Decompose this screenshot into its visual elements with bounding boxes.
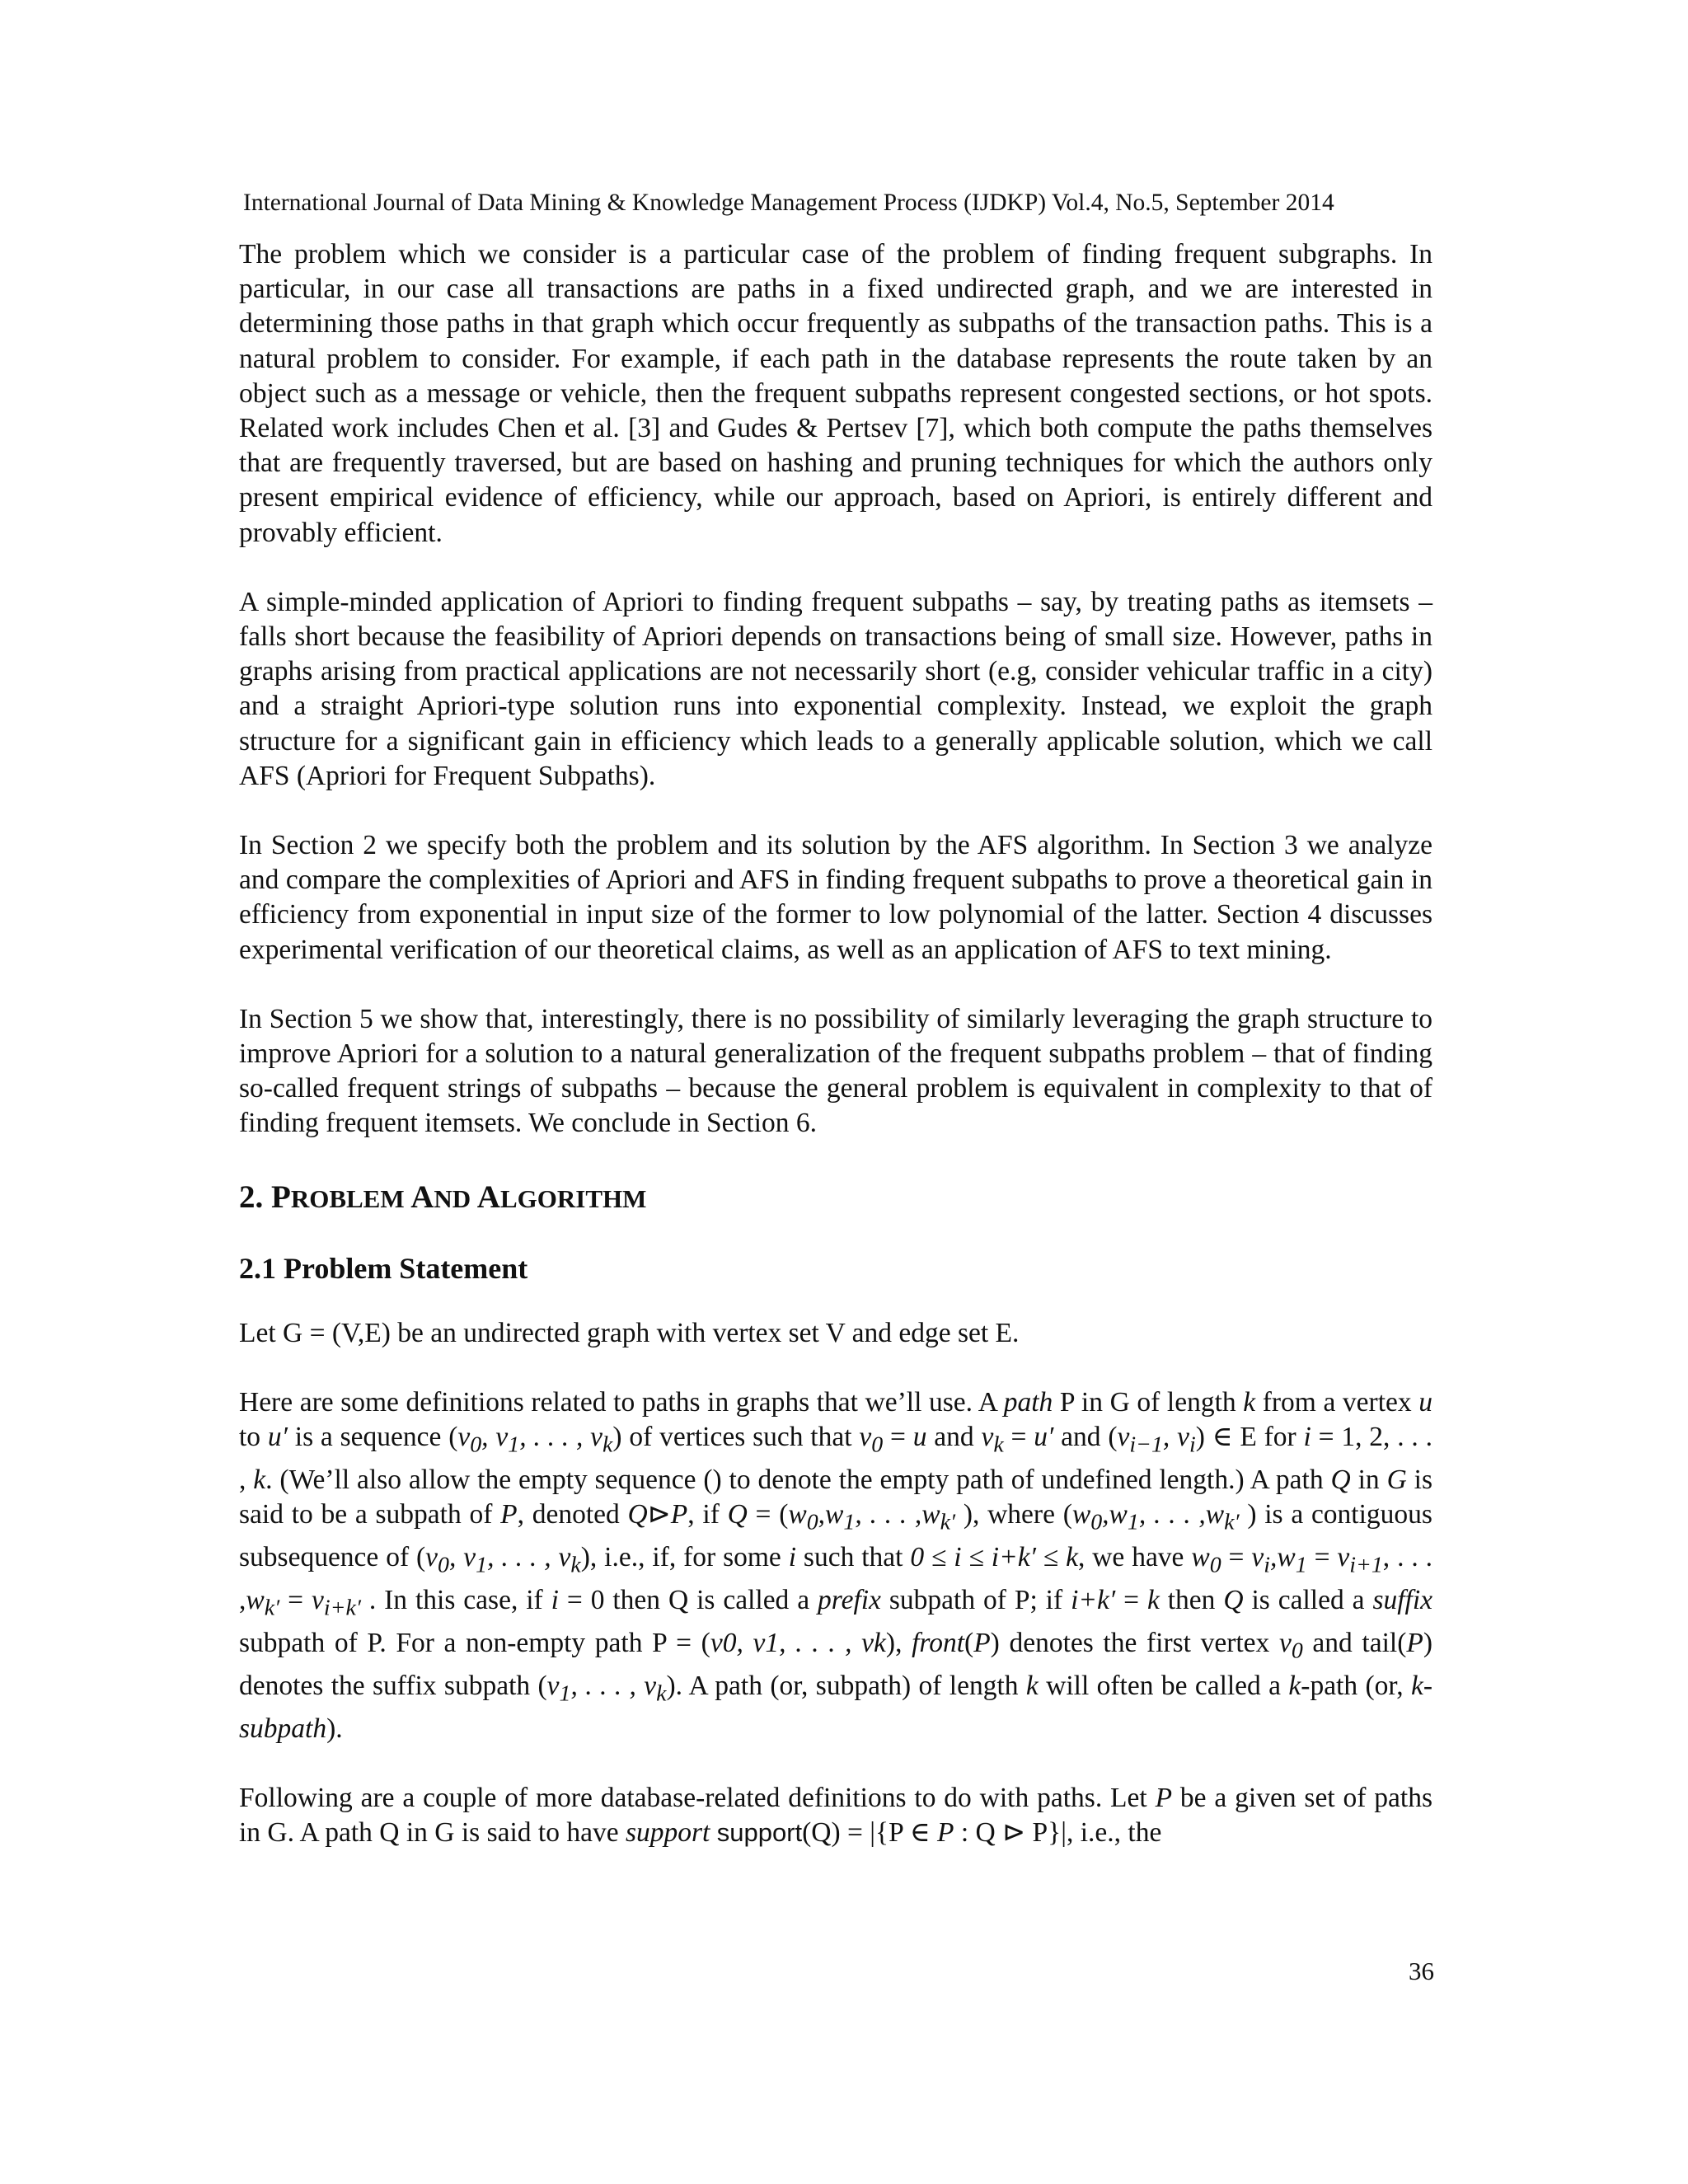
intro-paragraph-1: The problem which we consider is a particular case of the problem of finding frequent subgraphs. In particular, in our case all transactions are paths in a fixed undirected graph, and we are interested in determining those paths in that graph which occur frequently as subpaths of the transaction paths. This is a natural problem to consider. For example, if each path in the database represents the route taken by an object such as a message or vehicle, then the frequent subpaths represent congested sections, or hot spots. Related work includes Chen et al. [3] and Gudes & Pertsev [7], which both compute the paths themselves that are frequently traversed, but are based on hashing and pruning techniques for which the authors only present empirical evidence of efficiency, while our approach, based on Apriori, is entirely different and provably efficient. [239,239,1432,548]
path-definitions-paragraph: Here are some definitions related to paths in graphs that we’ll use. A path P in G of length k from a vertex u to u′ is a sequence ($v_0$, $v_1$, . . . , $v_k$) of vertices such that $v_0 = u$ and $v_k = u'$ and ($v_{i-1}$, $v_i$) ∈ E for i = 1, 2, . . . , k. (We’ll also allow the empty sequence () to denote the empty path of undefined length.) A path Q in G is said to be a subpath of P, denoted Q⊳P, if $Q = (w_0,w_1$, . . . $,w_{k'}$ ), where ($w_0,w_1$, . . . $,w_{k'}$ ) is a contiguous subsequence of ($v_0$, $v_1$, . . . , $v_k$), i.e., if, for some i such that 0 ≤ i ≤ i+k′ ≤ k, we have $w_0 = v_i,w_1 = v_{i+1}$, . . . $,w_{k'} = v_{i+k'}$ . In this case, if i = 0 then Q is called a prefix subpath of P; if i+k′ = k then Q is called a suffix subpath of P. For a non-empty path P = (v0, v1, . . . , vk), front(P) denotes the first vertex $v_0$ and tail(P) denotes the suffix subpath ($v_1$, . . . , $v_k$). A path (or, subpath) of length k will often be called a k-path (or, k-subpath). [239,1386,1433,1744]
running-header: International Journal of Data Mining & Knowledge Management Process (IJDKP) Vol.4, No.5, September 2014 [243,190,1334,216]
body-text [239,237,1432,1850]
section-heading-problem-and-algorithm: 2. PROBLEM AND ALGORITHM [239,1179,647,1215]
graph-definition-paragraph: Let G = (V,E) be an undirected graph with vertex set V and edge set E. [239,1317,1020,1348]
intro-paragraph-3: In Section 2 we specify both the problem and its solution by the AFS algorithm. In Section 3 we analyze and compare the complexities of Apriori and AFS in finding frequent subpaths to prove a theoretical gain in efficiency from exponential in input size of the former to low polynomial of the latter. Section 4 discusses experimental verification of our theoretical claims, as well as an application of AFS to text mining. [239,830,1432,965]
subsection-heading-problem-statement: 2.1 Problem Statement [239,1251,528,1285]
intro-paragraph-4: In Section 5 we show that, interestingly, there is no possibility of similarly leveraging the graph structure to improve Apriori for a solution to a natural generalization of the frequent subpaths problem – that of finding so-called frequent strings of subpaths – because the general problem is equivalent in complexity to that of finding frequent itemsets. We conclude in Section 6. [239,1003,1432,1139]
page-number: 36 [1409,1957,1434,1985]
support-definition-paragraph: Following are a couple of more database-related definitions to do with paths. Let P be a given set of paths in G. A path Q in G is said to have support support(Q) = |{P ∈ P : Q ⊳ P}|, i.e., the [239,1782,1433,1849]
intro-paragraph-2: A simple-minded application of Apriori to finding frequent subpaths – say, by treating paths as itemsets – falls short because the feasibility of Apriori depends on transactions being of small size. However, paths in graphs arising from practical applications are not necessarily short (e.g, consider vehicular traffic in a city) and a straight Apriori-type solution runs into exponential complexity. Instead, we exploit the graph structure for a significant gain in efficiency which leads to a generally applicable solution, which we call AFS (Apriori for Frequent Subpaths). [239,586,1432,791]
